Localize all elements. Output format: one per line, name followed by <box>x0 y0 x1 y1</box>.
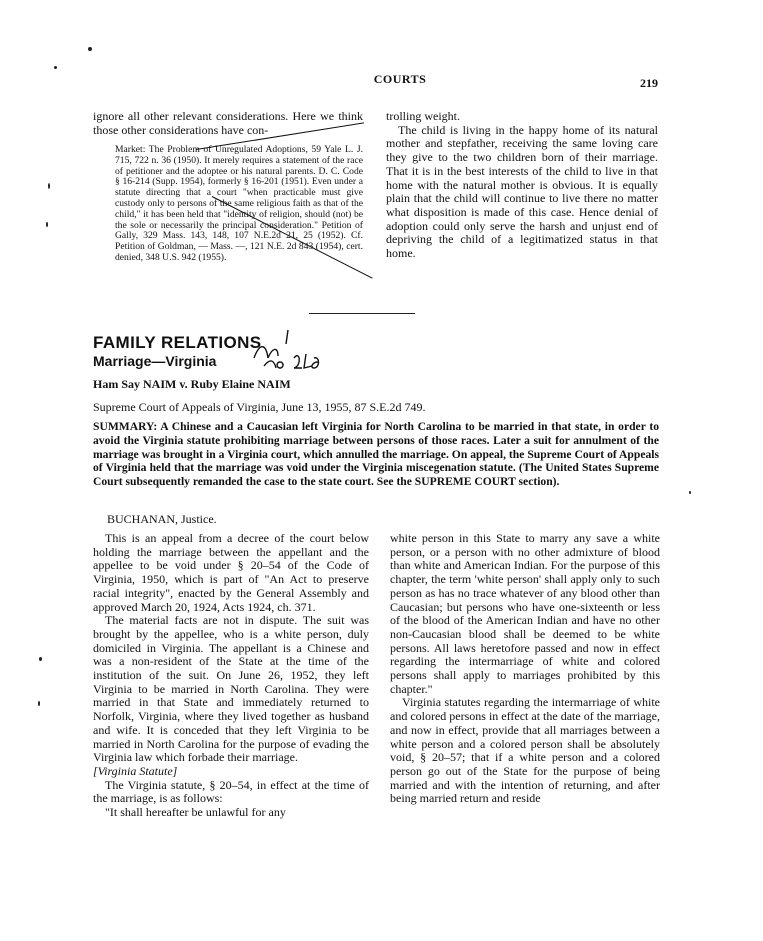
footnote: Market: The Problem of Unregulated Adoptions, 59 Yale L. J. 715, 722 n. 36 (1950). It merely requires a statement of the race of petitioner and the adoptee or his natural parents. D. C. Code § 16-214 (Supp. 1954), formerly § 16-201 (1951). Even under a statute directing that a court "when practicable must give custody only to persons of the same religious faith as that of the child," it has been held that "identity of religion, should (not) be the sole or necessarily the principal consideration." Petition of Gally, 329 Mass. 143, 148, 107 N.E.2d 21, 25 (1952). Cf. Petition of Goldman, — Mass. —, 121 N.E. 2d 843 (1954), cert. denied, 348 U.S. 942 (1955). <box>115 144 363 263</box>
paragraph: "It shall hereafter be unlawful for any <box>105 805 286 820</box>
paragraph: ignore all other relevant considerations. Here we think those other considerations have con- <box>93 109 363 137</box>
paragraph: white person in this State to marry any save a white person, or a person with no other admixture of blood than white and American Indian. For the purpose of this chapter, the term 'white person' shall apply only to such person as has no trace whatever of any blood other than Caucasian; but persons who have one-sixteenth or less of the blood of the American Indian and have no other non-Caucasian blood shall be deemed to be white persons. All laws heretofore passed and now in effect regarding the intermarriage of white and colored persons shall apply to marriages prohibited by this chapter." <box>390 531 660 696</box>
scan-speck <box>38 701 40 706</box>
scan-speck <box>46 222 48 227</box>
subheading: [Virginia Statute] <box>93 763 178 778</box>
case-summary: SUMMARY: A Chinese and a Caucasian left Virginia for North Carolina to be married in that state, in order to avoid the Virginia statute prohibiting marriage between persons of those races. Later a suit for annulment of the marriage was brought in a Virginia court, which annulled the marriage. On appeal, the Supreme Court of Appeals of Virginia held that the marriage was void under the Virginia miscegenation statute. (The United States Supreme Court subsequently remanded the case to the state court. See the SUPREME COURT section). <box>93 420 659 489</box>
scan-speck <box>48 183 50 189</box>
handwritten-annotation <box>248 322 328 374</box>
section-subtitle: Marriage—Virginia <box>93 353 217 369</box>
running-header: COURTS <box>373 72 427 86</box>
case-title: Ham Say NAIM v. Ruby Elaine NAIM <box>93 377 291 391</box>
paragraph: The material facts are not in dispute. The suit was brought by the appellee, who is a white person, duly domiciled in Virginia. The appellant is a Chinese and was a non-resident of the State at the time of the institution of the suit. On June 26, 1952, they left Virginia to be married in North Carolina. They were married in that State and immediately returned to Norfolk, Virginia, where they lived together as husband and wife. It is conceded that they left Virginia to be married in North Carolina for the purpose of evading the Virginia law which forbade their marriage. <box>93 613 369 765</box>
top-right-column <box>386 110 658 261</box>
paragraph: This is an appeal from a decree of the court below holding the marriage between the appellant and the appellee to be void under § 20–54 of the Code of Virginia, 1950, which is part of "An Act to preserve racial integrity", enacted by the General Assembly and approved March 20, 1924, Acts 1924, ch. 371. <box>93 531 369 614</box>
justice-name: BUCHANAN, Justice. <box>107 512 217 526</box>
paragraph: The Virginia statute, § 20–54, in effect at the time of the marriage, is as follows: <box>93 777 369 806</box>
paragraph: Virginia statutes regarding the intermarriage of white and colored persons in effect at the date of the marriage, and now in effect, provide that all marriages between a white person and a colored person shall be absolutely void, § 20–57; that if a white person and a colored person go out of the State for the purpose of being married and with the intention of returning, and after being married return and reside <box>390 695 660 806</box>
body-right-column <box>390 532 660 806</box>
scan-speck <box>88 47 92 51</box>
scan-speck <box>689 491 691 494</box>
section-title: FAMILY RELATIONS <box>93 333 262 352</box>
scan-speck <box>54 66 57 69</box>
top-left-column <box>93 110 363 137</box>
section-divider <box>309 313 415 314</box>
body-left-column <box>93 532 369 820</box>
paragraph: The child is living in the happy home of its natural mother and stepfather, receiving the same loving care they give to the two children born of their marriage. That it is in the best interests of the child to live in that home with the natural mother is obvious. It is equally plain that the child will continue to live there no matter what disposition is made of this case. Hence denial of adoption could only serve the harsh and unjust end of depriving the child of a legitimatized status in that home. <box>386 122 658 261</box>
paragraph: trolling weight. <box>386 109 460 123</box>
page-number: 219 <box>640 76 658 90</box>
court-citation: Supreme Court of Appeals of Virginia, June 13, 1955, 87 S.E.2d 749. <box>93 400 426 414</box>
scan-speck <box>39 657 42 661</box>
